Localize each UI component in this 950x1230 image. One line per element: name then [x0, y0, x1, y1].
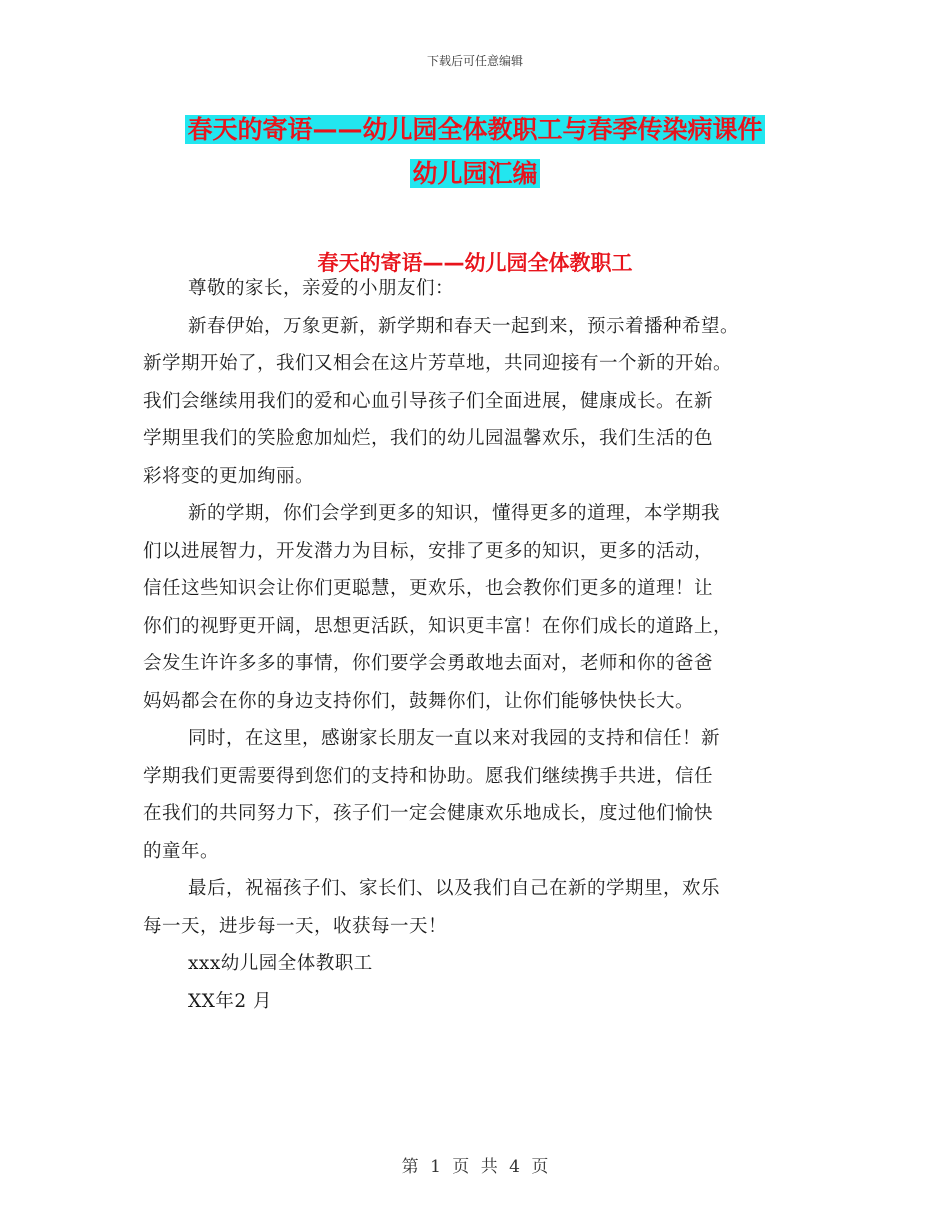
body-line: 们以进展智力，开发潜力为目标，安排了更多的知识，更多的活动， — [143, 540, 714, 562]
body-line: 的童年。 — [143, 840, 220, 862]
body-line: 每一天，进步每一天，收获每一天！ — [143, 915, 448, 937]
body-line: 你们的视野更开阔，思想更活跃，知识更丰富！在你们成长的道路上， — [143, 615, 733, 637]
signature: xxx幼儿园全体教职工 — [188, 953, 373, 974]
body-line: 妈妈都会在你的身边支持你们，鼓舞你们，让你们能够快快长大。 — [143, 690, 695, 712]
letter-body — [143, 270, 823, 1020]
body-line: 新春伊始，万象更新，新学期和春天一起到来，预示着播种希望。 — [188, 315, 740, 337]
body-line: 在我们的共同努力下，孩子们一定会健康欢乐地成长，度过他们愉快 — [143, 803, 714, 824]
body-line: 学期里我们的笑脸愈加灿烂，我们的幼儿园温馨欢乐，我们生活的色 — [143, 428, 714, 449]
body-line: 我们会继续用我们的爱和心血引导孩子们全面进展，健康成长。在新 — [143, 390, 714, 412]
date: XX年2 月 — [188, 990, 272, 1012]
document-title-line-2: 幼儿园汇编 — [412, 159, 538, 188]
body-line: 信任这些知识会让你们更聪慧，更欢乐，也会教你们更多的道理！让 — [143, 578, 714, 599]
page-number: 第 1 页 共 4 页 — [401, 1157, 549, 1177]
body-line: 新的学期，你们会学到更多的知识，懂得更多的道理，本学期我 — [188, 503, 721, 524]
body-line: 会发生许许多多的事情，你们要学会勇敢地去面对，老师和你的爸爸 — [143, 653, 714, 674]
body-line: 新学期开始了，我们又相会在这片芳草地，共同迎接有一个新的开始。 — [143, 353, 733, 374]
letter-title: 春天的寄语——幼儿园全体教职工 — [317, 251, 633, 275]
document-title-line-1: 春天的寄语——幼儿园全体教职工与春季传染病课件 — [187, 115, 763, 144]
header-note: 下载后可任意编辑 — [426, 54, 523, 68]
body-line: 学期我们更需要得到您们的支持和协助。愿我们继续携手共进，信任 — [143, 765, 714, 787]
body-line: 最后，祝福孩子们、家长们、以及我们自己在新的学期里，欢乐 — [188, 878, 721, 899]
body-line: 尊敬的家长，亲爱的小朋友们： — [188, 278, 455, 299]
body-line: 彩将变的更加绚丽。 — [143, 465, 315, 487]
body-line: 同时，在这里，感谢家长朋友一直以来对我园的支持和信任！新 — [188, 728, 721, 749]
